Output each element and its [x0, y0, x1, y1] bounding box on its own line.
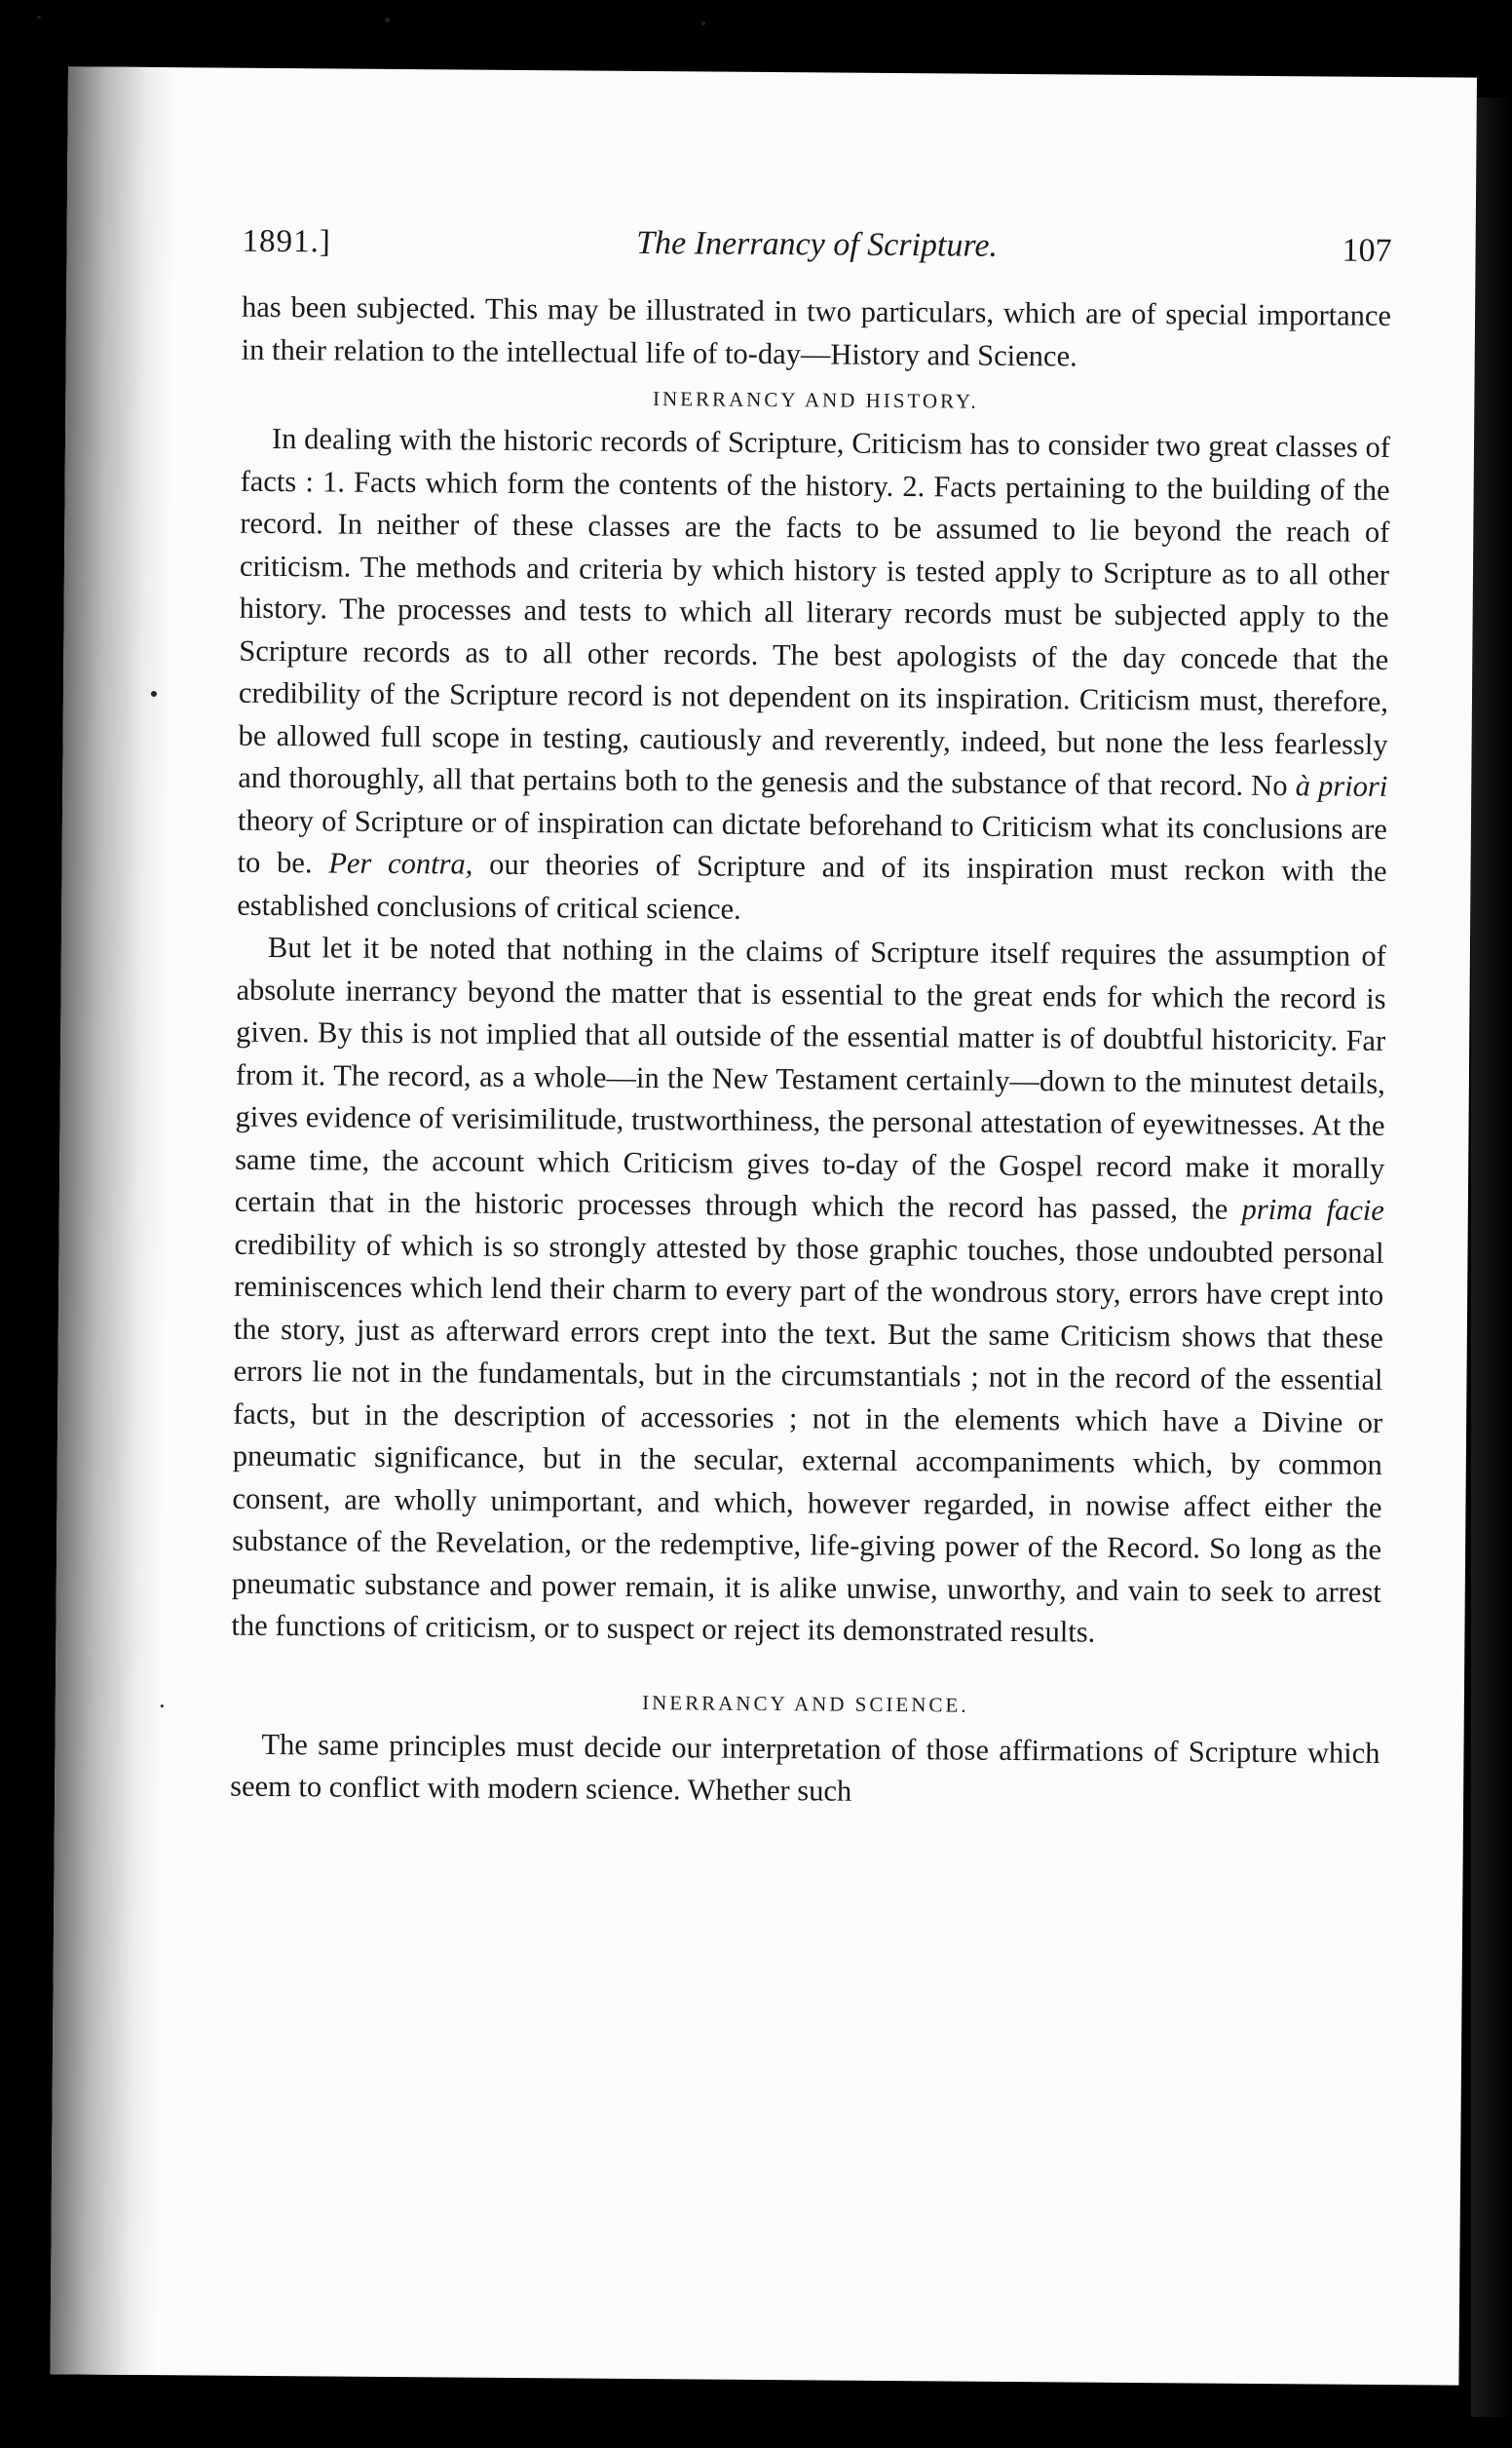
binding-gutter-shadow	[50, 66, 175, 2375]
margin-dot	[151, 691, 157, 697]
text-run: credibility of which is so strongly attested by those graphic touches, those undoubted personal reminiscences which lend their charm to every part of the wondrous story, errors have crept into the story, just as afterward errors crept into the text. But the same Criticism shows that these errors lie not in the fundamentals, but in the circumstantials ; not in the record of the essential facts, but in the description of accessories ; not in the elements which have a Divine or pneumatic significance, but in the secular, external accompaniments which, by common consent, are wholly unimportant, and which, however regarded, in nowise affect either the substance of the Revelation, or the redemptive, life-giving power of the Record. So long as the pneumatic substance and power remain, it is alike unwise, unworthy, and vain to seek to arrest the functions of criticism, or to suspect or reject its demonstrated results.	[231, 1227, 1384, 1649]
running-head	[242, 214, 1391, 286]
scan-speck	[701, 21, 705, 25]
running-head-year: 1891.]	[242, 223, 332, 260]
science-paragraph-1: The same principles must decide our interpretation of those affirmations of Scripture which seem to conflict with modern science. Whether such	[230, 1727, 1380, 1808]
page-right-edge-shadow	[1471, 97, 1512, 2417]
text-column	[230, 214, 1392, 1817]
text-run: But let it be noted that nothing in the claims of Scripture itself requires the assumption of absolute inerrancy beyond the matter that is essential to the great ends for which the record is given. By this is not implied that all outside of the essential matter is of doubtful historicity. Far from it. The record, as a whole—in the New Testament certainly—down to the minutest details, gives evidence of verisimilitude, trustworthiness, the personal attestation of eyewitnesses. At the same time, the account which Criticism gives to-day of the Gospel record make it morally certain that in the historic processes through which the record has passed, the	[234, 930, 1387, 1226]
scan-speck	[37, 16, 41, 19]
book-page	[50, 66, 1477, 2385]
italic-phrase: à priori	[1295, 769, 1388, 803]
text-run: theory of Scripture or of inspiration can dictate beforehand to Criticism what its conclusions are to be.	[237, 803, 1388, 880]
margin-dot	[161, 1704, 164, 1707]
text-run: In dealing with the historic records of Scripture, Criticism has to consider two great classes of facts : 1. Facts which form the contents of the history. 2. Facts pertaining to the building of the record. In neither of these classes are the facts to be assumed to lie beyond the reach of criticism. The methods and criteria by which history is tested apply to Scripture as to all other history. The processes and tests to which all literary records must be subjected apply to the Scripture records as to all other records. The best apologists of the day concede that the credibility of the Scripture record is not dependent on its inspiration. Criticism must, therefore, be allowed full scope in testing, cautiously and reverently, indeed, but none the less fearlessly and thoroughly, all that pertains both to the genesis and the substance of that record. No	[238, 421, 1391, 803]
italic-phrase: prima facie	[1241, 1192, 1384, 1227]
section-heading-science: INERRANCY AND SCIENCE.	[642, 1690, 969, 1717]
history-paragraph-1	[237, 418, 1390, 936]
text-run: our theories of Scripture and of its inspiration must reckon with the established conclusions of critical science.	[237, 847, 1387, 926]
italic-phrase: Per contra,	[328, 846, 473, 881]
opening-paragraph: has been subjected. This may be illustrated in two particulars, which are of special importance in their relation to the intellectual life of to-day—History and Science.	[241, 289, 1392, 372]
page-number: 107	[1342, 232, 1392, 269]
section-heading-history: INERRANCY AND HISTORY.	[652, 387, 979, 413]
scan-speck	[385, 18, 390, 22]
history-paragraph-2	[231, 927, 1386, 1657]
running-head-title: The Inerrancy of Scripture.	[636, 224, 999, 264]
